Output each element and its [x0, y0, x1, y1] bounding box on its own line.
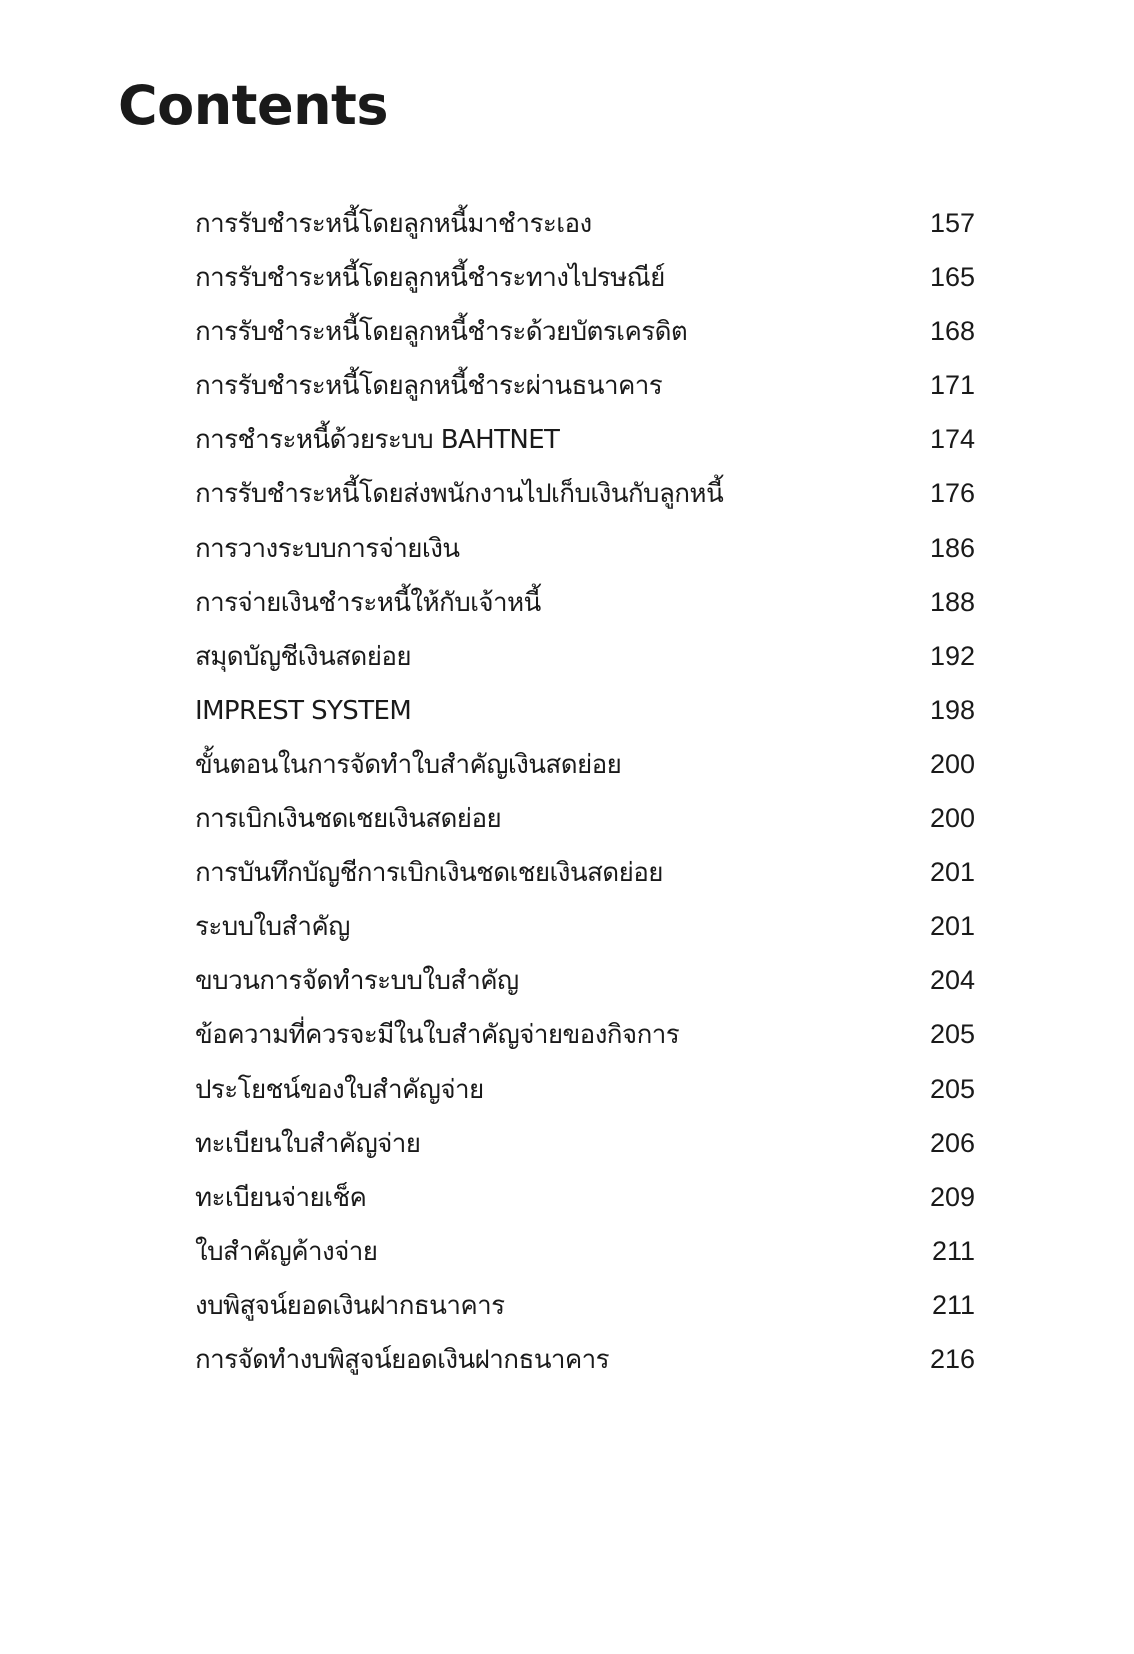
- toc-entry[interactable]: [195, 636, 975, 690]
- toc-entry-page: 188: [929, 586, 975, 617]
- toc-entry-title: การรับชำระหนี้โดยลูกหนี้มาชำระเอง: [195, 209, 592, 239]
- toc-entry[interactable]: [195, 1014, 975, 1068]
- toc-entry-title: ขบวนการจัดทำระบบใบสำคัญ: [195, 966, 519, 997]
- toc-entry-title: การรับชำระหนี้โดยลูกหนี้ชำระทางไปรษณีย์: [195, 263, 665, 294]
- toc-entry[interactable]: [195, 1339, 975, 1393]
- toc-entry-page: 176: [929, 478, 975, 509]
- toc-entry-title: การชำระหนี้ด้วยระบบ BAHTNET: [195, 425, 560, 456]
- toc-entry-title: การรับชำระหนี้โดยลูกหนี้ชำระด้วยบัตรเครดิต: [195, 317, 688, 348]
- toc-entry-title: สมุดบัญชีเงินสดย่อย: [195, 641, 411, 672]
- toc-entry[interactable]: [195, 203, 975, 257]
- toc-entry-title: ใบสำคัญค้างจ่าย: [195, 1236, 378, 1267]
- toc-entry-page: 200: [929, 803, 975, 834]
- toc-entry-title: การจัดทำงบพิสูจน์ยอดเงินฝากธนาคาร: [195, 1344, 610, 1375]
- toc-entry[interactable]: [195, 690, 975, 744]
- toc-entry-title: การจ่ายเงินชำระหนี้ให้กับเจ้าหนี้: [195, 587, 541, 618]
- toc-entry-page: 171: [929, 370, 975, 401]
- toc-entry[interactable]: [195, 365, 975, 419]
- toc-entry[interactable]: [195, 257, 975, 311]
- toc-entry-title: การวางระบบการจ่ายเงิน: [195, 533, 460, 564]
- toc-entry-page: 198: [929, 694, 975, 725]
- table-of-contents: [195, 203, 975, 1393]
- toc-entry[interactable]: [195, 798, 975, 852]
- toc-entry-page: 157: [929, 208, 975, 238]
- toc-entry[interactable]: [195, 960, 975, 1014]
- toc-entry-page: 211: [931, 1235, 975, 1266]
- toc-entry-title: IMPREST SYSTEM: [195, 695, 412, 726]
- toc-entry-page: 216: [929, 1343, 975, 1374]
- toc-entry-title: ทะเบียนจ่ายเช็ค: [195, 1182, 367, 1213]
- toc-entry-title: ทะเบียนใบสำคัญจ่าย: [195, 1128, 421, 1159]
- toc-entry-page: 200: [929, 748, 975, 779]
- toc-entry[interactable]: [195, 906, 975, 960]
- toc-entry-title: ระบบใบสำคัญ: [195, 912, 350, 943]
- toc-entry[interactable]: [195, 311, 975, 365]
- toc-entry-page: 168: [929, 316, 975, 347]
- toc-entry[interactable]: [195, 473, 975, 527]
- toc-entry-title: ขั้นตอนในการจัดทำใบสำคัญเงินสดย่อย: [195, 749, 622, 780]
- toc-entry-page: 204: [929, 965, 975, 996]
- toc-entry[interactable]: [195, 528, 975, 582]
- toc-entry-page: 165: [929, 262, 975, 293]
- toc-entry-title: ประโยชน์ของใบสำคัญจ่าย: [195, 1074, 484, 1105]
- page-title: Contents: [118, 74, 389, 137]
- toc-entry[interactable]: [195, 1285, 975, 1339]
- toc-entry-title: งบพิสูจน์ยอดเงินฝากธนาคาร: [195, 1290, 505, 1321]
- toc-entry[interactable]: [195, 1231, 975, 1285]
- toc-entry[interactable]: [195, 744, 975, 798]
- toc-entry-page: 201: [929, 911, 975, 942]
- toc-entry-page: 174: [929, 424, 975, 455]
- toc-entry[interactable]: [195, 582, 975, 636]
- toc-entry-page: 186: [929, 532, 975, 563]
- toc-entry-page: 205: [929, 1073, 975, 1104]
- toc-entry-page: 206: [929, 1127, 975, 1158]
- toc-entry[interactable]: [195, 1123, 975, 1177]
- toc-entry-title: การรับชำระหนี้โดยส่งพนักงานไปเก็บเงินกับลูกหนี้: [195, 479, 724, 510]
- toc-entry-page: 201: [929, 857, 975, 888]
- toc-entry[interactable]: [195, 852, 975, 906]
- toc-entry-title: การรับชำระหนี้โดยลูกหนี้ชำระผ่านธนาคาร: [195, 371, 663, 402]
- toc-entry-title: การเบิกเงินชดเชยเงินสดย่อย: [195, 804, 502, 835]
- toc-entry[interactable]: [195, 1177, 975, 1231]
- toc-entry[interactable]: [195, 419, 975, 473]
- toc-entry-page: 192: [929, 640, 975, 671]
- toc-entry-title: ข้อความที่ควรจะมีในใบสำคัญจ่ายของกิจการ: [195, 1020, 680, 1051]
- toc-entry-page: 209: [929, 1181, 975, 1212]
- toc-entry[interactable]: [195, 1069, 975, 1123]
- toc-entry-page: 211: [931, 1289, 975, 1320]
- toc-entry-title: การบันทึกบัญชีการเบิกเงินชดเชยเงินสดย่อย: [195, 858, 663, 889]
- toc-entry-page: 205: [929, 1019, 975, 1050]
